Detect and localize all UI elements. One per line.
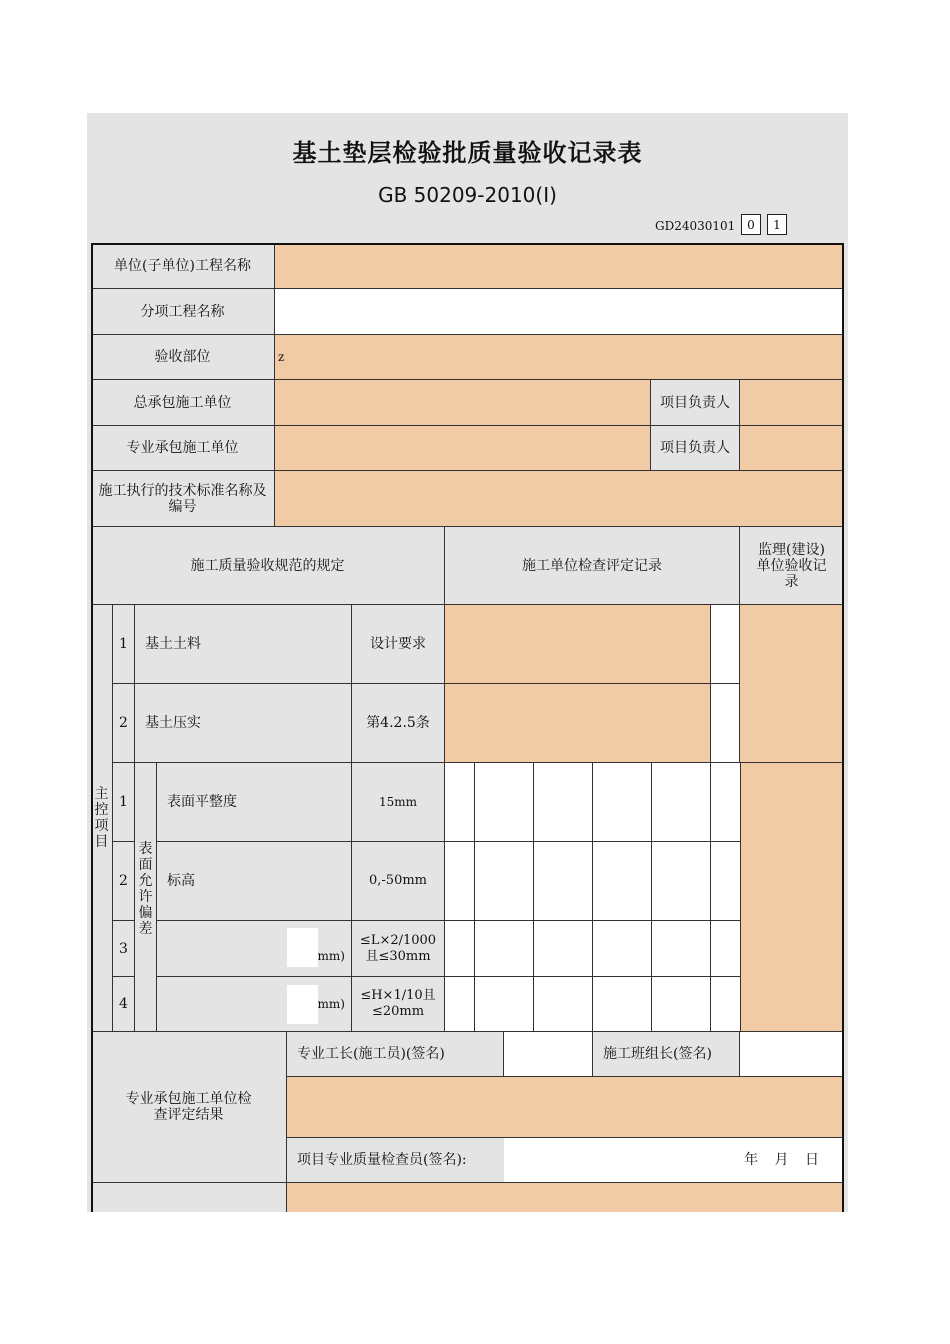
sub-project-field[interactable] xyxy=(275,289,844,335)
deviation-3-requirement: ≤L×2/1000且≤30mm xyxy=(352,921,445,977)
foreman-label: 专业工长(施工员)(签名) xyxy=(287,1032,504,1077)
measurement-cell[interactable] xyxy=(534,842,564,921)
form-number-box-2[interactable]: 1 xyxy=(767,214,787,235)
supervision-field-1[interactable] xyxy=(740,605,844,763)
measurement-cell[interactable] xyxy=(593,921,623,977)
supervision-result-label xyxy=(91,1183,287,1212)
inspector-signature-date[interactable]: 年 月 日 xyxy=(504,1138,844,1183)
sub-project-label: 分项工程名称 xyxy=(91,289,275,335)
location-field[interactable]: z xyxy=(275,335,844,380)
form-title: 基土垫层检验批质量验收记录表 xyxy=(292,139,643,167)
deviation-1-requirement: 15mm xyxy=(352,763,445,842)
measurement-cell[interactable] xyxy=(534,763,564,842)
measurement-cell[interactable] xyxy=(534,977,564,1032)
location-label: 验收部位 xyxy=(91,335,275,380)
supervision-field-2[interactable] xyxy=(740,763,844,1032)
item-1-requirement: 设计要求 xyxy=(352,605,445,684)
measurement-cell[interactable] xyxy=(563,763,593,842)
item-2-name: 基土压实 xyxy=(135,684,352,763)
deviation-1-number: 1 xyxy=(113,763,135,842)
form-number: GD24030101 xyxy=(655,219,736,233)
item-2-record-extra[interactable] xyxy=(711,684,740,763)
deviation-4-requirement: ≤H×1/10且≤20mm xyxy=(352,977,445,1032)
measurement-cell[interactable] xyxy=(711,977,741,1032)
general-contractor-label: 总承包施工单位 xyxy=(91,380,275,426)
general-contractor-field[interactable] xyxy=(275,380,651,426)
team-leader-label: 施工班组长(签名) xyxy=(593,1032,740,1077)
main-control-group-label: 主 控 项 目 xyxy=(91,605,113,1032)
check-record-column-header: 施工单位检查评定记录 xyxy=(445,527,740,605)
measurement-cell[interactable] xyxy=(563,921,593,977)
item-2-number: 2 xyxy=(113,684,135,763)
supervision-column-header: 监理(建设)单位验收记录 xyxy=(740,527,844,605)
deviation-4-name: mm) xyxy=(157,977,352,1032)
project-manager-label-2: 项目负责人 xyxy=(651,426,740,471)
item-1-record-extra[interactable] xyxy=(711,605,740,684)
standard-field[interactable] xyxy=(275,471,844,527)
unit-project-label: 单位(子单位)工程名称 xyxy=(91,243,275,289)
measurement-cell[interactable] xyxy=(652,842,682,921)
measurement-cell[interactable] xyxy=(593,842,623,921)
deviation-2-name: 标高 xyxy=(157,842,352,921)
standard-code: GB 50209-2010(Ⅰ) xyxy=(378,183,557,207)
measurement-cell[interactable] xyxy=(622,763,652,842)
team-leader-signature-field[interactable] xyxy=(740,1032,844,1077)
spec-column-header: 施工质量验收规范的规定 xyxy=(91,527,445,605)
deviation-4-number: 4 xyxy=(113,977,135,1032)
measurement-cell[interactable] xyxy=(504,921,534,977)
item-1-number: 1 xyxy=(113,605,135,684)
standard-label: 施工执行的技术标准名称及编号 xyxy=(91,471,275,527)
supervision-result-field[interactable] xyxy=(287,1183,844,1212)
unit-project-field[interactable] xyxy=(275,243,844,289)
measurement-cell[interactable] xyxy=(445,977,475,1032)
measurement-cell[interactable] xyxy=(475,977,505,1032)
measurement-cell[interactable] xyxy=(622,842,652,921)
inspector-label: 项目专业质量检查员(签名): xyxy=(287,1138,504,1183)
result-label: 专业承包施工单位检查评定结果 xyxy=(91,1032,287,1183)
deviation-2-requirement: 0,-50mm xyxy=(352,842,445,921)
measurement-cell[interactable] xyxy=(622,977,652,1032)
measurement-cell[interactable] xyxy=(652,921,682,977)
measurement-cell[interactable] xyxy=(563,977,593,1032)
measurement-cell[interactable] xyxy=(711,763,741,842)
measurement-cell[interactable] xyxy=(622,921,652,977)
measurement-cell[interactable] xyxy=(593,763,623,842)
deviation-2-number: 2 xyxy=(113,842,135,921)
measurement-cell[interactable] xyxy=(504,842,534,921)
measurement-cell[interactable] xyxy=(475,763,505,842)
form-number-box-1[interactable]: 0 xyxy=(741,214,761,235)
measurement-cell[interactable] xyxy=(681,921,711,977)
item-2-record-field[interactable] xyxy=(445,684,711,763)
measurement-cell[interactable] xyxy=(475,842,505,921)
specialty-contractor-field[interactable] xyxy=(275,426,651,471)
measurement-cell[interactable] xyxy=(445,921,475,977)
measurement-cell[interactable] xyxy=(652,977,682,1032)
measurement-cell[interactable] xyxy=(681,842,711,921)
measurement-cell[interactable] xyxy=(652,763,682,842)
measurement-cell[interactable] xyxy=(711,842,741,921)
measurement-cell[interactable] xyxy=(681,977,711,1032)
deviation-1-name: 表面平整度 xyxy=(157,763,352,842)
deviation-3-input[interactable] xyxy=(287,928,318,967)
result-content-field[interactable] xyxy=(287,1077,844,1138)
measurement-cell[interactable] xyxy=(475,921,505,977)
measurement-cell[interactable] xyxy=(681,763,711,842)
item-2-requirement: 第4.2.5条 xyxy=(352,684,445,763)
measurement-cell[interactable] xyxy=(711,921,741,977)
deviation-4-input[interactable] xyxy=(287,985,318,1024)
project-manager-label-1: 项目负责人 xyxy=(651,380,740,426)
measurement-cell[interactable] xyxy=(504,763,534,842)
measurement-cell[interactable] xyxy=(534,921,564,977)
deviation-group-label: 表 面 允 许 偏 差 xyxy=(135,763,157,1032)
foreman-signature-field[interactable] xyxy=(504,1032,593,1077)
measurement-cell[interactable] xyxy=(593,977,623,1032)
project-manager-field-1[interactable] xyxy=(740,380,844,426)
project-manager-field-2[interactable] xyxy=(740,426,844,471)
measurement-cell[interactable] xyxy=(563,842,593,921)
item-1-name: 基土土料 xyxy=(135,605,352,684)
measurement-cell[interactable] xyxy=(445,763,475,842)
deviation-3-number: 3 xyxy=(113,921,135,977)
measurement-cell[interactable] xyxy=(504,977,534,1032)
specialty-contractor-label: 专业承包施工单位 xyxy=(91,426,275,471)
measurement-cell[interactable] xyxy=(445,842,475,921)
item-1-record-field[interactable] xyxy=(445,605,711,684)
deviation-3-name: mm) xyxy=(157,921,352,977)
